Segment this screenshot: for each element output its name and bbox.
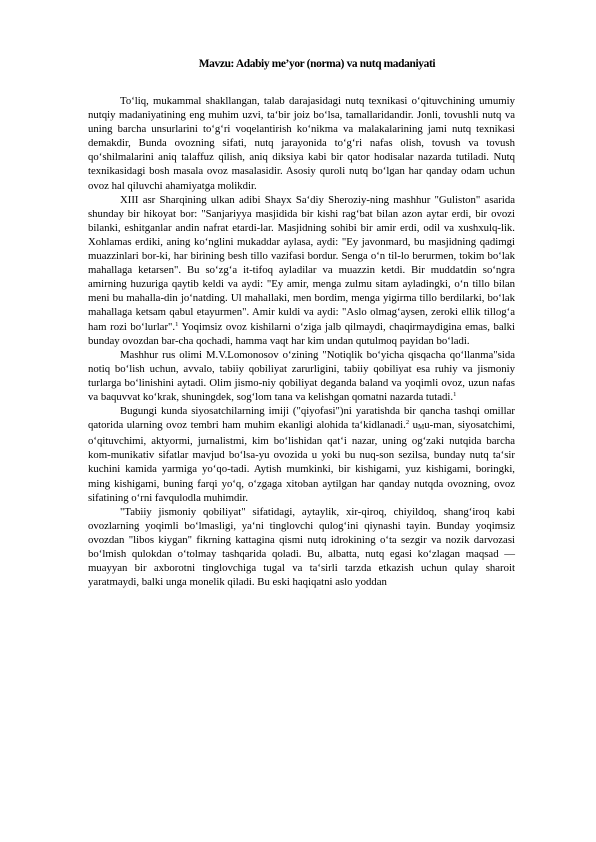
paragraph-text-mid: u	[409, 419, 419, 432]
footnote-ref: 1	[453, 390, 457, 398]
footnote-ref: 1	[175, 320, 179, 328]
paragraph-text-tail: u-man, siyosatchimi, o‘qituvchimi, aktyormi, jurnalistmi, kim bo‘lishidan qat‘i nazar, uning og‘zaki nutqida barcha kom-munikativ sifatlar mavjud bo‘lsa-yu ovozida u yoki bu nuq-son sezilsa, bunday nutq ta‘sir kuchini kamida yarmiga yo‘qo-tadi. Aytish mumkinki, bir kishigami, yuz kishigami, boringki, ming kishigami, buning farqi yo‘q, o‘zgaga xitoban aytilgan har qanday nutqda ovozning, ovoz sifatining o‘rni favqulodla muhimdir.	[88, 419, 515, 504]
footnote-ref: 2	[405, 419, 410, 427]
page-title: Mavzu: Adabiy me’yor (norma) va nutq madaniyati	[198, 58, 436, 70]
paragraph-text: To‘liq, mukammal shakllangan, talab darajasidagi nutq texnikasi o‘qituvchining umumiy nutqiy madaniyatining eng muhim uzvi, ta‘bir joiz bo‘lsa, tamallaridandir. Jonli, tovushli nutq va uning barcha unsurlarini to‘g‘ri voqelantirish ko‘nikma va malakalarining jami nutq texnikasi demakdir, Bunda ovozning sifati, nutq jarayonida to‘g‘ri nafas olish, tovush va tovush qo‘shilmalarini aniq talaffuz qilish, aniq diksiya kabi bir qator hodisalar nazarda tutiladi. Nutq texnikasidagi bosh masala ovoz masalasidir. Asosiy quroli nutq bo‘lgan har qanday odam uchun ovoz hal qiluvchi ahamiyatga molikdir.	[88, 95, 515, 192]
paragraph-3	[88, 348, 515, 404]
paragraph-text: "Tabiiy jismoniy qobiliyat" sifatidagi, aytaylik, xir-qiroq, chiyildoq, shang‘iroq kabi ovozlarning yoqimli bo‘lmasligi, ya‘ni tinglovchi qulog‘ini qiynashi tayin. Bunday yoqimsiz ovozdan "libos kiygan" fikrning kattagina qismi nutq idrokining o‘ta sezgir va nozik darvozasi bo‘lmish qulokdan o‘tolmay tashqarida qoladi. Bu, albatta, nutq egasi ko‘zlagan maqsad — muayyan bir axborotni tinglovchiga tugal va ta‘sirli tarzda etkazish uchun qulay sharoit yaratmaydi, balki unga monelik qiladi. Bu eski haqiqatni aslo yoddan	[88, 505, 515, 589]
document-body	[88, 94, 515, 589]
paragraph-5	[88, 505, 515, 590]
subscript-mark: M	[418, 423, 425, 432]
paragraph-1	[88, 94, 515, 193]
paragraph-2	[88, 193, 515, 348]
paragraph-4	[88, 404, 515, 505]
paragraph-text: Mashhur rus olimi M.V.Lomonosov o‘zining "Notiqlik bo‘yicha qisqacha qo‘llanma"sida notiq bo‘lish uchun, avvalo, tabiiy qobiliyat zarurligini, tabiiy qobiliyat esa ruhiy va jismoniy turlarga bo‘linishini aytadi. Olim jismo-niy qobiliyat deganda baland va yoqimli ovoz, uzun nafas va baquvvat ko‘krak, shuningdek, sog‘lom tana va kelishgan qomatni nazarda tutadi.	[88, 348, 515, 403]
paragraph-text: Bugungi kunda siyosatchilarning imiji ("qiyofasi")ni yaratishda bir qancha tashqi omillar qatorida ularning ovoz tembri ham muhim ekanligi alohida ta‘kidlanadi.	[88, 405, 515, 432]
paragraph-text-tail: Yoqimsiz ovoz kishilarni o‘ziga jalb qilmaydi, chaqirmaydigina emas, balki bunday ovozdan bar-cha qochadi, hamma vaqt har kim undan qutulmoq payidan bo‘ladi.	[88, 320, 515, 347]
paragraph-text: XIII asr Sharqining ulkan adibi Shayx Sa‘diy Sheroziy-ning mashhur "Guliston" asarida shunday bir hikoyat bor: "Sanjariyya masjidida bir kishi rag‘bat bilan azon aytar erdi, bir ovozi bilanki, eshitganlar andin nafrat etardi-lar. Masjidning sohibi bir amir erdi, odil va xushxulq-lik. Xohlamas erdiki, aning ko‘nglini mukaddar aylasa, aydi: "Ey javonmard, bu masjidning qadimgi muazzinlari bor-ki, har birining besh tillo vazifasi bordur. Senga o‘n til-lo berurmen, tokim bo‘lak mahallaga ketarsen". Bu so‘zg‘a it-tifoq ayladilar va muazzin ketdi. Bir muddatdin so‘ngra amirning huzuriga qaytib keldi va aydi: "Ey amir, menga zulmu sitam ayladingki, o‘n tillo bilan meni bu mahalla-din jo‘natding. Ul mahallaki, men bordim, menga yigirma tillo berdilarki, bo‘lak mahallaga ketsam qabul etayurmen". Amir kuldi va aydi: "Aslo olmag‘aysen, zeroki ellik tillog‘a ham rozi bo‘lurlar".	[88, 193, 515, 333]
